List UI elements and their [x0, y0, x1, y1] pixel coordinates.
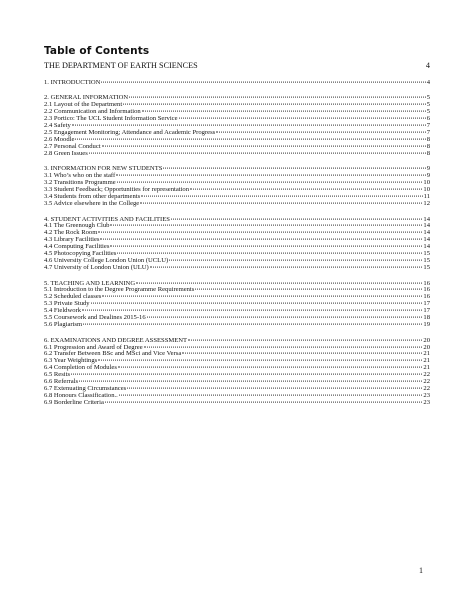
toc-title: Table of Contents	[44, 45, 150, 57]
toc-entry-page: 8	[426, 143, 430, 150]
toc-entry-page: 6	[426, 115, 430, 123]
toc-entry-page: 23	[423, 399, 430, 406]
toc-entry[interactable]	[44, 130, 430, 137]
toc-entry[interactable]	[44, 116, 430, 123]
toc-entry-label: 1. INTRODUCTION	[44, 79, 101, 86]
toc-entry-page: 21	[423, 350, 430, 358]
toc-entry-label: 6.5 Resits	[44, 371, 71, 379]
dot-leader	[216, 132, 425, 133]
dot-leader	[163, 168, 425, 169]
toc-entry-page: 9	[426, 165, 430, 173]
dot-leader	[105, 402, 423, 403]
dot-leader	[118, 367, 423, 368]
dot-leader	[89, 153, 426, 154]
toc-entry-label: 6.9 Borderline Criteria	[44, 399, 104, 406]
dot-leader	[142, 111, 426, 112]
toc-entry-label: 3.4 Students from other departments	[44, 193, 141, 201]
dot-leader	[141, 196, 423, 197]
toc-entry-label: 4.2 The Rock Room	[44, 229, 98, 237]
toc-entry-page: 14	[423, 229, 430, 237]
toc-entry-label: 6. EXAMINATIONS AND DEGREE ASSESSMENT	[44, 336, 188, 344]
toc-entry-page: 5	[426, 101, 430, 109]
toc-entry-page: 16	[423, 293, 430, 301]
dot-leader	[140, 203, 422, 204]
toc-entry-label: 4.6 University College London Union (UCLU)	[44, 257, 169, 265]
dot-leader	[129, 97, 426, 98]
toc-entry-label: 4.3 Library Facilities	[44, 236, 100, 244]
toc-entry[interactable]	[44, 144, 430, 151]
dot-leader	[116, 175, 426, 176]
toc-entry-label: 2.4 Safety	[44, 122, 71, 130]
dot-leader	[169, 260, 422, 261]
toc-entry-label: 4.5 Photocopying Facilities	[44, 250, 117, 258]
dot-leader	[188, 339, 422, 340]
toc-entry-page: 16	[423, 286, 430, 294]
toc-entry-page: 22	[423, 378, 430, 386]
toc-entry[interactable]	[44, 287, 430, 294]
department-label: THE DEPARTMENT OF EARTH SCIENCES	[44, 61, 198, 70]
toc-entry-page: 17	[423, 307, 430, 315]
toc-entry-page: 10	[423, 186, 430, 194]
toc-entry-label: 3.3 Student Feedback; Opportunities for representation	[44, 186, 190, 194]
toc-entry-label: 5. TEACHING AND LEARNING	[44, 279, 136, 287]
toc-entry[interactable]	[44, 201, 430, 208]
dot-leader	[127, 388, 422, 389]
toc-entry-page: 15	[423, 264, 430, 272]
dot-leader	[82, 310, 422, 311]
dot-leader	[75, 139, 425, 140]
toc-entry-label: 3. INFORMATION FOR NEW STUDENTS	[44, 165, 163, 173]
toc-entry[interactable]	[44, 301, 430, 308]
dot-leader	[123, 104, 426, 105]
toc-entry[interactable]	[44, 137, 430, 144]
toc-entry-page: 10	[423, 179, 430, 187]
dot-leader	[110, 225, 422, 226]
toc-entry[interactable]	[44, 315, 430, 322]
toc-entry-label: 6.3 Year Weightings	[44, 357, 98, 365]
toc-entry-label: 5.2 Scheduled classes	[44, 293, 102, 301]
toc-entry-label: 2.1 Layout of the Department	[44, 101, 123, 109]
toc-entry-label: 4. STUDENT ACTIVITIES AND FACILITIES	[44, 215, 170, 223]
toc-entry-page: 7	[426, 129, 430, 137]
toc-entry-page: 5	[426, 94, 430, 102]
toc-entry-page: 15	[423, 257, 430, 265]
dot-leader	[102, 296, 422, 297]
toc-entry-page: 14	[423, 215, 430, 223]
toc-entry-label: 4.4 Computing Facilities	[44, 243, 110, 251]
toc-entry[interactable]	[44, 151, 430, 158]
toc-entry-page: 14	[423, 236, 430, 244]
toc-entry-label: 5.4 Fieldwork	[44, 307, 81, 315]
toc-entry-label: 6.8 Honours Classification..	[44, 392, 118, 400]
toc-entry-page: 7	[426, 122, 430, 130]
dot-leader	[144, 346, 423, 347]
toc-entry-page: 23	[423, 392, 430, 400]
toc-entry-page: 12	[423, 200, 430, 208]
toc-entry-page: 20	[423, 343, 430, 351]
dot-leader	[83, 324, 422, 325]
toc-entry[interactable]	[44, 230, 430, 237]
dot-leader	[179, 118, 426, 119]
toc-entry-label: 2.7 Personal Conduct	[44, 143, 101, 150]
toc-entry-page: 9	[426, 172, 430, 180]
dot-leader	[98, 232, 422, 233]
dot-leader	[190, 189, 422, 190]
toc-entry-label: 4.1 The Greenough Club	[44, 222, 110, 230]
toc-entry[interactable]	[44, 365, 430, 372]
toc-entry-page: 22	[423, 385, 430, 393]
dot-leader	[72, 125, 426, 126]
toc-entry-page: 5	[426, 108, 430, 116]
toc-entry-label: 2.8 Green Issues	[44, 149, 88, 157]
toc-entry-label: 6.6 Referrals	[44, 378, 79, 386]
dot-leader	[71, 374, 422, 375]
toc-entry-page: 22	[423, 371, 430, 379]
page-number: 1	[419, 566, 423, 575]
dot-leader	[150, 267, 423, 268]
toc-entry[interactable]	[44, 400, 430, 407]
toc-entry-label: 5.5 Coursework and Dealines 2015-16	[44, 314, 146, 322]
dot-leader	[101, 82, 425, 83]
dot-leader	[79, 381, 422, 382]
toc-entry-label: 3.2 Transitions Programme	[44, 179, 116, 187]
department-page: 4	[425, 61, 430, 70]
toc-entry-label: 6.4 Completion of Modules	[44, 364, 117, 372]
toc-entry-label: 4.7 University of London Union (ULU)	[44, 264, 149, 272]
toc-entry[interactable]	[44, 372, 430, 379]
dot-leader	[117, 182, 423, 183]
toc-entry-page: 20	[423, 336, 430, 344]
toc-entry-label: 6.2 Transfer Between BSc and MSci and Vice Versa	[44, 350, 182, 358]
toc-entry-label: 3.1 Who’s who on the staff	[44, 172, 116, 180]
dot-leader	[136, 282, 422, 283]
toc-entry[interactable]	[44, 351, 430, 358]
toc-entry[interactable]	[44, 322, 430, 329]
toc-entry-label: 2.3 Portico: The UCL Student Information Service	[44, 115, 178, 123]
toc-entry-label: 2. GENERAL INFORMATION	[44, 94, 129, 102]
toc-entry-page: 15	[423, 250, 430, 258]
toc-list	[44, 80, 430, 407]
dot-leader	[110, 246, 422, 247]
toc-entry-label: 5.1 Introduction to the Degree Programme Requirements	[44, 286, 195, 294]
toc-entry-page: 19	[423, 321, 430, 329]
toc-entry[interactable]	[44, 223, 430, 230]
toc-entry-label: 3.5 Advice elsewhere in the College	[44, 200, 140, 208]
dot-leader	[117, 253, 422, 254]
dot-leader	[98, 360, 422, 361]
toc-entry-label: 5.6 Plagiarism	[44, 321, 83, 329]
toc-section-heading[interactable]	[44, 80, 430, 87]
toc-entry-page: 4	[426, 79, 430, 86]
dot-leader	[147, 317, 423, 318]
toc-entry-label: 5.3 Private Study	[44, 300, 90, 308]
dot-leader	[182, 353, 422, 354]
dot-leader	[171, 218, 422, 219]
toc-entry-label: 2.6 Moodle	[44, 136, 75, 144]
toc-entry[interactable]	[44, 294, 430, 301]
dot-leader	[91, 303, 423, 304]
toc-entry-label: 6.7 Extenuating Circumstances	[44, 385, 127, 393]
toc-entry-label: 6.1 Progression and Award of Degree	[44, 343, 143, 351]
dot-leader	[102, 146, 426, 147]
toc-entry-page: 21	[423, 364, 430, 372]
toc-entry-label: 2.2 Communication and Information	[44, 108, 141, 116]
toc-entry-page: 14	[423, 222, 430, 230]
toc-entry-page: 14	[423, 243, 430, 251]
toc-entry-label: 2.5 Engagement Monitoring; Attendance and Academic Progress	[44, 129, 216, 137]
toc-entry-page: 8	[426, 136, 430, 144]
dot-leader	[119, 395, 423, 396]
dot-leader	[195, 289, 422, 290]
toc-entry-page: 17	[423, 300, 430, 308]
toc-entry-page: 8	[426, 149, 430, 157]
department-row[interactable]	[44, 61, 430, 70]
toc-entry[interactable]	[44, 265, 430, 272]
toc-entry-page: 11	[423, 193, 430, 201]
toc-entry-page: 18	[423, 314, 430, 322]
dot-leader	[100, 239, 422, 240]
toc-entry-page: 16	[423, 279, 430, 287]
toc-entry-page: 21	[423, 357, 430, 365]
